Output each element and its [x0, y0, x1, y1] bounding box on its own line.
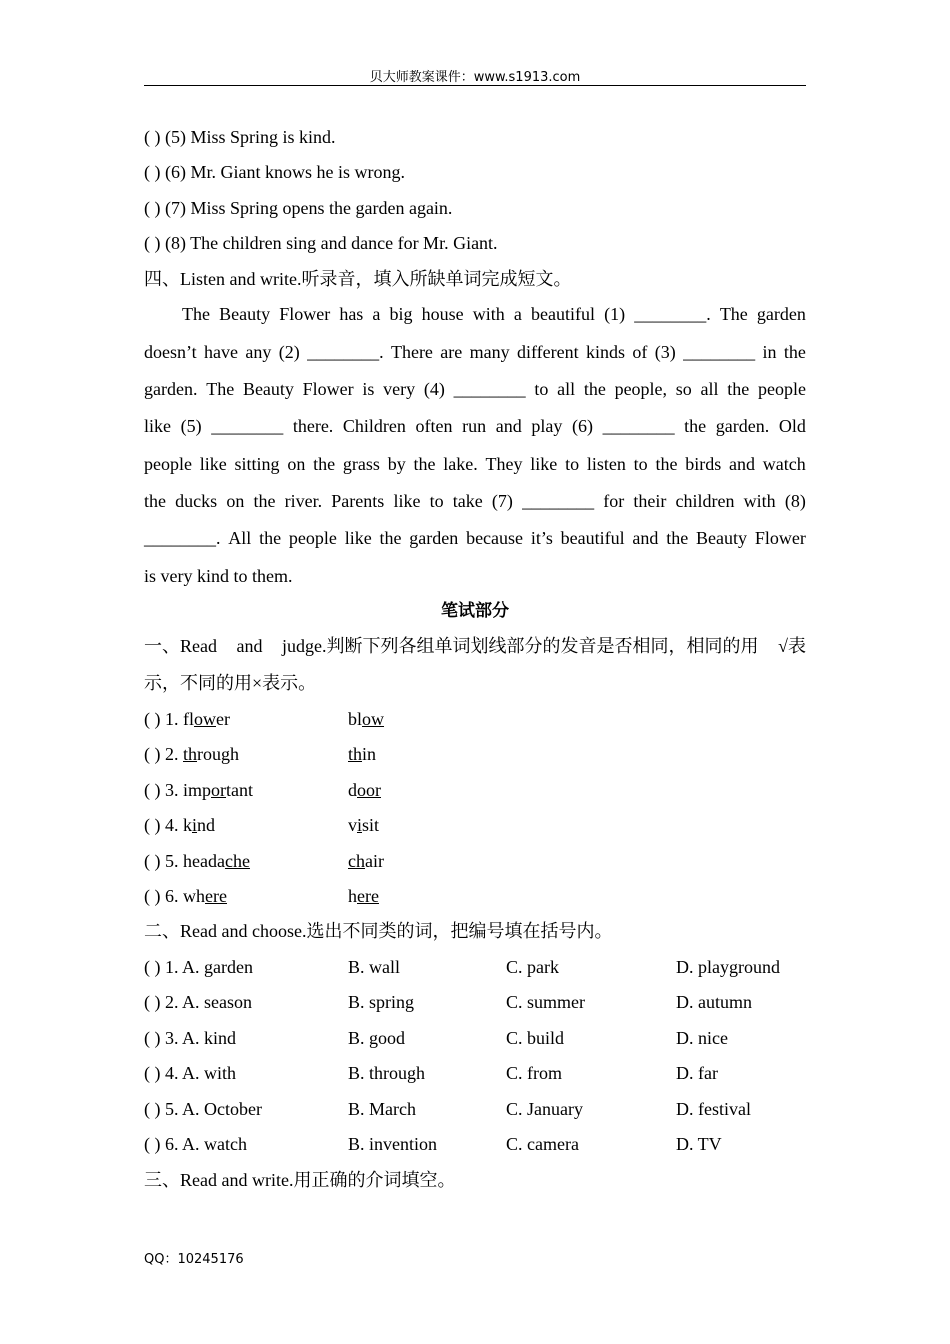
item-number: ( ) 3. [144, 780, 183, 800]
word: like [530, 454, 558, 474]
word: the [259, 528, 282, 548]
word: people [144, 454, 192, 474]
word: Flower [279, 304, 331, 324]
listen-tf-item-7: ( ) (7) Miss Spring opens the garden again. [144, 198, 453, 218]
word: with [472, 304, 505, 324]
word: often [415, 416, 453, 436]
word: like [199, 454, 227, 474]
underlined-part: oor [357, 780, 381, 800]
word: all [557, 379, 576, 399]
word: the [583, 379, 606, 399]
word: ________. [634, 304, 711, 324]
choose-option: C. camera [506, 1134, 579, 1154]
word: have [204, 342, 239, 362]
word: Beauty [242, 379, 294, 399]
choose-option: ( ) 6. A. watch [144, 1134, 247, 1154]
word: by [387, 454, 406, 474]
word: like [344, 528, 372, 548]
word: garden [409, 528, 459, 548]
choose-option: D. playground [676, 957, 780, 977]
word-part: fl [183, 709, 194, 729]
word: the [684, 416, 707, 436]
word: listen [586, 454, 626, 474]
word: ________ [683, 342, 756, 362]
word: to [534, 379, 549, 399]
choose-option: D. far [676, 1063, 718, 1083]
word: the [666, 528, 689, 548]
word: the [727, 379, 750, 399]
choose-option: D. autumn [676, 992, 752, 1012]
choose-option: C. summer [506, 992, 585, 1012]
word: people [288, 528, 337, 548]
choose-option: D. TV [676, 1134, 722, 1154]
word-part: rough [197, 744, 240, 764]
choose-option: B. invention [348, 1134, 437, 1154]
word-part: d [348, 780, 357, 800]
word: big [389, 304, 413, 324]
choose-item [144, 991, 806, 1013]
word: √表 [778, 636, 806, 656]
section4-heading: 四、Listen and write.听录音，填入所缺单词完成短文。 [144, 269, 572, 289]
word-part: heada [183, 851, 225, 871]
word: the [253, 491, 276, 511]
passage-line [144, 415, 806, 437]
word: a [513, 304, 522, 324]
passage-line [182, 303, 806, 325]
word-part: er [216, 709, 230, 729]
word: ________. [307, 342, 384, 362]
word: (2) [278, 342, 300, 362]
word: garden. [144, 379, 198, 399]
item-number: ( ) 1. [144, 709, 183, 729]
word: there. [292, 416, 334, 436]
phonics-item [144, 743, 806, 765]
phonics-word-b [348, 814, 379, 836]
listen-tf-item-6: ( ) (6) Mr. Giant knows he is wrong. [144, 162, 405, 182]
choose-option: C. park [506, 957, 559, 977]
word: (4) [423, 379, 445, 399]
listen-tf-item-8: ( ) (8) The children sing and dance for Mr. Giant. [144, 233, 498, 253]
page-header: 贝大师教案课件：www.s1913.com [369, 70, 581, 85]
word: (3) [654, 342, 676, 362]
word: judge.判断下列各组单词划线部分的发音是否相同，相同的用 [282, 636, 759, 656]
section1-heading [144, 635, 806, 657]
choose-item [144, 1062, 806, 1084]
choose-option: ( ) 5. A. October [144, 1099, 262, 1119]
page-footer: QQ：10245176 [144, 1252, 244, 1267]
passage-line [144, 453, 806, 475]
word: Children [342, 416, 406, 436]
header-rule [144, 85, 806, 86]
word: river. [284, 491, 323, 511]
phonics-item [144, 814, 806, 836]
item-number: ( ) 2. [144, 744, 183, 764]
choose-option: B. spring [348, 992, 415, 1012]
word-part: sit [362, 815, 380, 835]
choose-option: B. wall [348, 957, 400, 977]
word: so [675, 379, 692, 399]
word: ducks [175, 491, 218, 511]
word: and [632, 528, 659, 548]
choose-item [144, 1027, 806, 1049]
word: the [313, 454, 336, 474]
choose-option: B. good [348, 1028, 406, 1048]
passage-line [144, 527, 806, 549]
underlined-part: ch [348, 851, 365, 871]
item-number: ( ) 5. [144, 851, 183, 871]
word-part: wh [183, 886, 205, 906]
word-part: v [348, 815, 357, 835]
word: There [390, 342, 433, 362]
listen-tf-item-5: ( ) (5) Miss Spring is kind. [144, 127, 336, 147]
word: any [245, 342, 272, 362]
word: take [452, 491, 483, 511]
word: Flower [302, 379, 354, 399]
word: many [469, 342, 510, 362]
word: the [413, 454, 436, 474]
word: and [236, 636, 263, 656]
word: run [462, 416, 487, 436]
word: for [603, 491, 625, 511]
word: is [362, 379, 375, 399]
word: the [144, 491, 166, 511]
word: grass [342, 454, 380, 474]
word: ________. [144, 528, 221, 548]
word: The [182, 304, 210, 324]
word: play [531, 416, 563, 436]
word: on [226, 491, 245, 511]
underlined-part: th [183, 744, 198, 764]
word: and [495, 416, 522, 436]
choose-option: ( ) 3. A. kind [144, 1028, 236, 1048]
word: of [632, 342, 648, 362]
word: house [421, 304, 464, 324]
word: Flower [754, 528, 806, 548]
word: sitting [234, 454, 280, 474]
passage-line [144, 378, 806, 400]
word: all [700, 379, 719, 399]
item-number: ( ) 4. [144, 815, 183, 835]
word: a [372, 304, 381, 324]
word-part: bl [348, 709, 363, 729]
phonics-word-a [144, 886, 227, 906]
phonics-word-b [348, 708, 384, 730]
underlined-part: ow [362, 709, 385, 729]
word: (6) [571, 416, 593, 436]
word: (7) [491, 491, 513, 511]
section1-heading-cont: 示，不同的用×表示。 [144, 673, 317, 693]
underlined-part: ere [357, 886, 379, 906]
word: beautiful [560, 528, 625, 548]
underlined-part: ow [194, 709, 216, 729]
passage-line [144, 490, 806, 512]
word: ________ [453, 379, 526, 399]
phonics-word-a [144, 815, 215, 835]
phonics-word-b [348, 743, 376, 765]
phonics-word-a [144, 744, 239, 764]
choose-option: C. January [506, 1099, 583, 1119]
choose-option: D. nice [676, 1028, 728, 1048]
word: on [287, 454, 306, 474]
choose-option: C. build [506, 1028, 565, 1048]
phonics-word-b [348, 850, 384, 872]
underlined-part: i [192, 815, 198, 835]
choose-item [144, 1133, 806, 1155]
written-part-title: 笔试部分 [441, 601, 509, 621]
word: like [144, 416, 171, 436]
word: the [379, 528, 402, 548]
word-part: in [362, 744, 377, 764]
word: very [383, 379, 416, 399]
word: (1) [604, 304, 626, 324]
choose-option: B. through [348, 1063, 426, 1083]
underlined-part: ere [205, 886, 227, 906]
phonics-word-b [348, 779, 381, 801]
word: Old [778, 416, 806, 436]
word: The [719, 304, 748, 324]
word: garden [756, 304, 806, 324]
word: Beauty [696, 528, 748, 548]
word: (8) [784, 491, 806, 511]
word: children [675, 491, 735, 511]
word: All [228, 528, 252, 548]
word-part: k [183, 815, 192, 835]
phonics-item [144, 850, 806, 872]
word: and [729, 454, 755, 474]
section2-heading: 二、Read and choose.选出不同类的词，把编号填在括号内。 [144, 921, 613, 941]
word: to [565, 454, 580, 474]
word: are [440, 342, 463, 362]
word: to [633, 454, 648, 474]
word: the [783, 342, 806, 362]
choose-option: C. from [506, 1063, 562, 1083]
word: in [762, 342, 777, 362]
word: watch [762, 454, 806, 474]
underlined-part: or [211, 780, 227, 800]
word: like [393, 491, 421, 511]
word: garden. [715, 416, 770, 436]
word: because [466, 528, 524, 548]
choose-option: D. festival [676, 1099, 751, 1119]
word: to [429, 491, 444, 511]
word: different [516, 342, 579, 362]
phonics-word-b [348, 885, 379, 907]
word-part: nd [197, 815, 216, 835]
word: ________ [522, 491, 595, 511]
word: (5) [180, 416, 202, 436]
choose-option: ( ) 2. A. season [144, 992, 252, 1012]
word: with [743, 491, 776, 511]
choose-option: ( ) 1. A. garden [144, 957, 253, 977]
word-part: imp [183, 780, 212, 800]
word: has [339, 304, 364, 324]
word: lake. [443, 454, 478, 474]
word-part: tant [226, 780, 254, 800]
word: the [655, 454, 678, 474]
word: birds [685, 454, 722, 474]
item-number: ( ) 6. [144, 886, 183, 906]
word: Parents [331, 491, 385, 511]
word: doesn’t [144, 342, 197, 362]
underlined-part: th [348, 744, 363, 764]
word: people [758, 379, 806, 399]
phonics-item [144, 708, 806, 730]
word: They [485, 454, 523, 474]
word-part: air [365, 851, 384, 871]
choose-item [144, 1098, 806, 1120]
word: The [206, 379, 235, 399]
word: people, [614, 379, 668, 399]
word: Beauty [219, 304, 271, 324]
word: it’s [530, 528, 553, 548]
choose-option: B. March [348, 1099, 416, 1119]
word: ________ [211, 416, 284, 436]
phonics-word-a [144, 851, 250, 871]
choose-option: ( ) 4. A. with [144, 1063, 236, 1083]
word: their [633, 491, 667, 511]
word-part: h [348, 886, 357, 906]
phonics-word-a [144, 709, 230, 729]
choose-item [144, 956, 806, 978]
passage-last-line: is very kind to them. [144, 566, 293, 586]
phonics-item [144, 779, 806, 801]
underlined-part: che [224, 851, 250, 871]
word: kinds [585, 342, 625, 362]
word: ________ [602, 416, 675, 436]
phonics-item [144, 885, 806, 907]
word: 一、Read [144, 636, 217, 656]
section3-heading: 三、Read and write.用正确的介词填空。 [144, 1170, 456, 1190]
phonics-word-a [144, 780, 253, 800]
passage-line [144, 341, 806, 363]
underlined-part: i [357, 815, 363, 835]
word: beautiful [531, 304, 595, 324]
